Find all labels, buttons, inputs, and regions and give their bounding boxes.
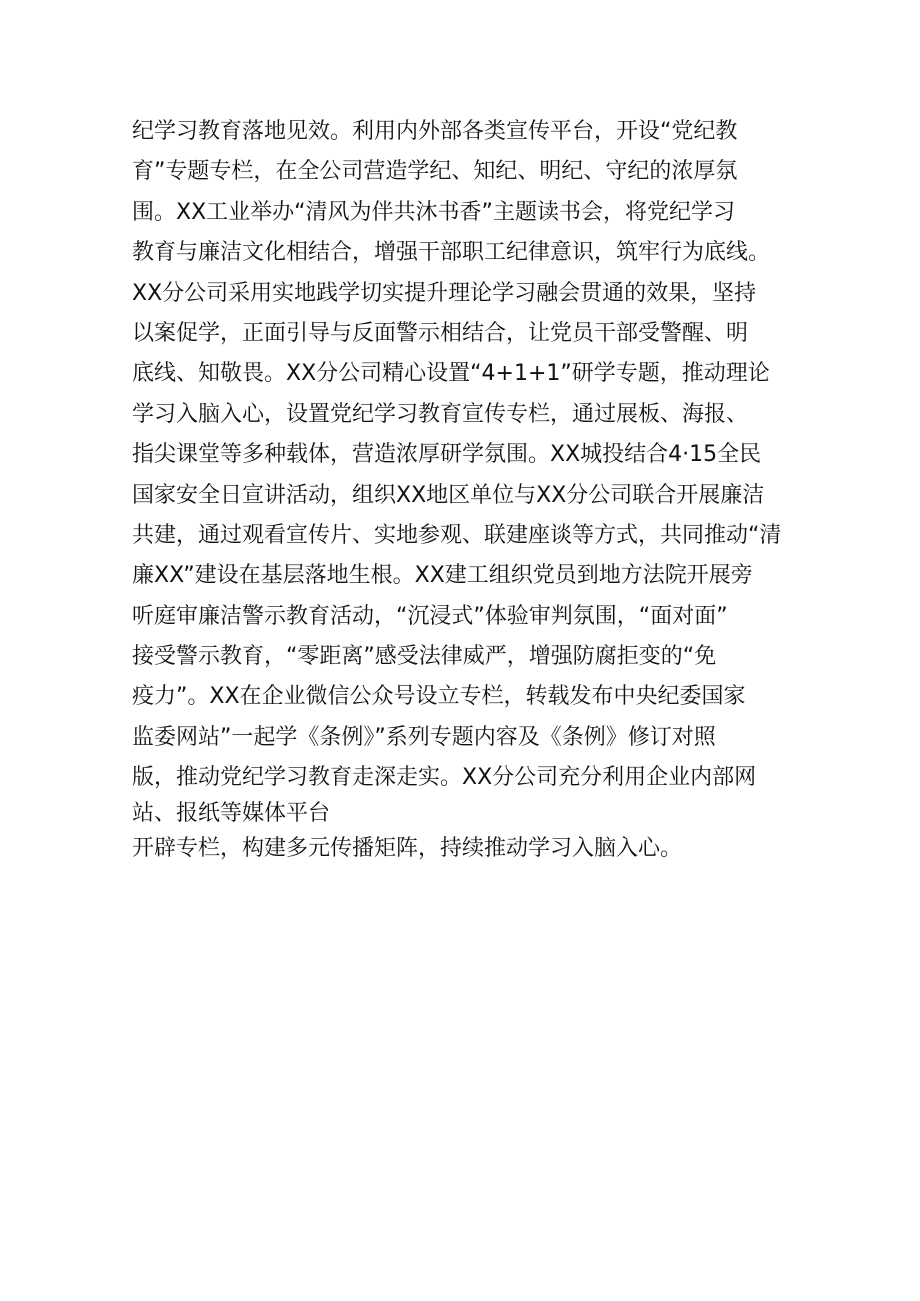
text-line: XX分公司采用实地践学切实提升理论学习融会贯通的效果，坚持 bbox=[132, 280, 757, 306]
text-line: 版，推动党纪学习教育走深走实。XX分公司充分利用企业内部网 bbox=[132, 765, 757, 791]
text-line: 疫力”。XX在企业微信公众号设立专栏，转载发布中央纪委国家 bbox=[132, 684, 746, 710]
text-line: 指尖课堂等多种载体，营造浓厚研学氛围。XX城投结合4·15全民 bbox=[132, 442, 762, 468]
text-line: 教育与廉洁文化相结合，增强干部职工纪律意识，筑牢行为底线。 bbox=[132, 240, 771, 266]
text-line: 育”专题专栏，在全公司营造学纪、知纪、明纪、守纪的浓厚氛 bbox=[132, 159, 738, 185]
text-line: 共建，通过观看宣传片、实地参观、联建座谈等方式，共同推动“清 bbox=[132, 522, 782, 548]
text-line: 接受警示教育，“零距离”感受法律威严，增强防腐拒变的“免 bbox=[132, 644, 717, 670]
text-line: 监委网站”一起学《条例》”系列专题内容及《条例》修订对照 bbox=[132, 724, 716, 750]
body-paragraph bbox=[132, 112, 802, 869]
text-line: 围。XX工业举办“清风为伴共沐书香”主题读书会，将党纪学习 bbox=[132, 199, 735, 225]
text-line: 国家安全日宣讲活动，组织XX地区单位与XX分公司联合开展廉洁 bbox=[132, 482, 765, 508]
text-line: 听庭审廉洁警示教育活动，“沉浸式”体验审判氛围，“面对面” bbox=[132, 603, 728, 629]
text-line: 底线、知敬畏。XX分公司精心设置“4+1+1”研学专题，推动理论 bbox=[132, 361, 770, 387]
text-line: 开辟专栏，构建多元传播矩阵，持续推动学习入脑入心。 bbox=[132, 835, 683, 861]
text-line: 纪学习教育落地见效。利用内外部各类宣传平台，开设“党纪教 bbox=[132, 119, 738, 144]
text-line: 廉XX”建设在基层落地生根。XX建工组织党员到地方法院开展旁 bbox=[132, 563, 753, 589]
text-line: 站、报纸等媒体平台 bbox=[132, 800, 331, 826]
text-line: 以案促学，正面引导与反面警示相结合，让党员干部受警醒、明 bbox=[132, 320, 749, 346]
text-line: 学习入脑入心，设置党纪学习教育宣传专栏，通过展板、海报、 bbox=[132, 401, 749, 427]
